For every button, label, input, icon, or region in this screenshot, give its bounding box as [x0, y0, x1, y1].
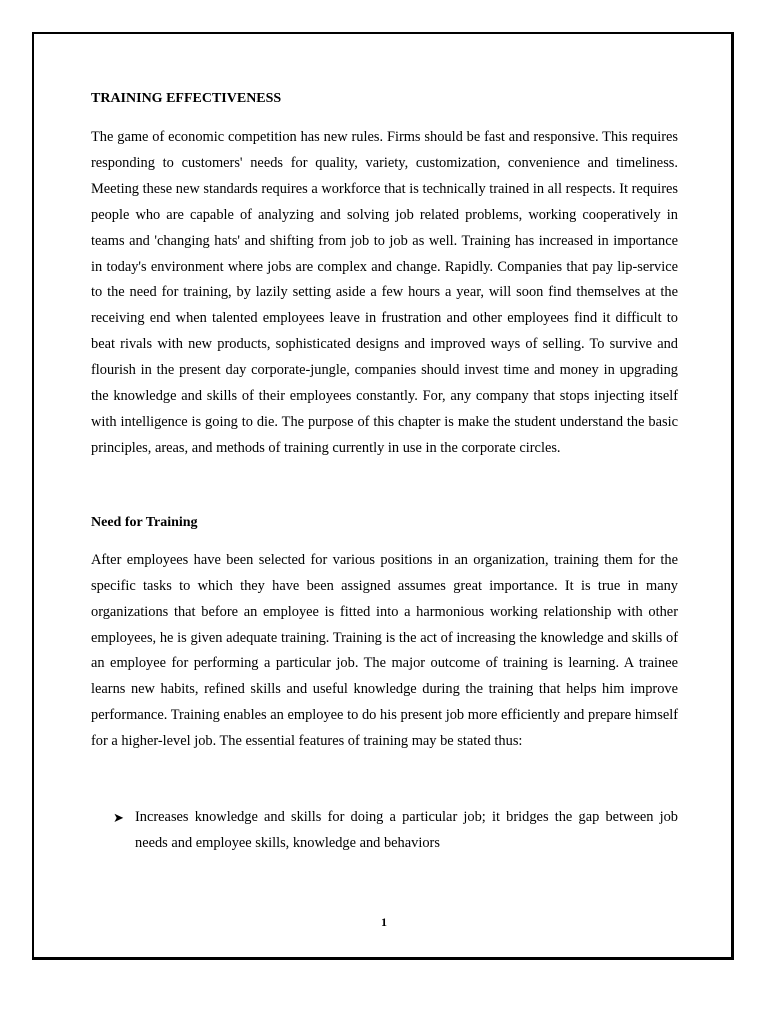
section-title-training-effectiveness: TRAINING EFFECTIVENESS [91, 91, 282, 106]
document-body [91, 86, 678, 857]
paragraph-training-effectiveness: The game of economic competition has new rules. Firms should be fast and responsive. This requires responding to customers' needs for quality, variety, customization, convenience and timeliness. Meeting these new standards requires a workforce that is technically trained in all respects. It requires people who are capable of analyzing and solving job related problems, working cooperatively in teams and 'changing hats' and shifting from job to job as well. Training has increased in importance in today's environment where jobs are complex and change. Rapidly. Companies that pay lip-service to the need for training, by lazily setting aside a few hours a year, will soon find themselves at the receiving end when talented employees leave in frustration and other employees find it difficult to beat rivals with new products, sophisticated designs and improved ways of selling. To survive and flourish in the present day corporate-jungle, companies should invest time and money in upgrading the knowledge and skills of their employees constantly. For, any company that stops injecting itself with intelligence is going to die. The purpose of this chapter is make the student understand the basic principles, areas, and methods of training currently in use in the corporate circles. [91, 129, 678, 456]
paragraph-need-for-training: After employees have been selected for various positions in an organization, training them for the specific tasks to which they have been assigned assumes great importance. It is true in many organizations that before an employee is fitted into a harmonious working relationship with other employees, he is given adequate training. Training is the act of increasing the knowledge and skills of an employee for performing a particular job. The major outcome of training is learning. A trainee learns new habits, refined skills and useful knowledge during the training that helps him improve performance. Training enables an employee to do his present job more efficiently and prepare himself for a higher-level job. The essential features of training may be stated thus: [91, 551, 678, 750]
page-number: 1 [381, 915, 387, 929]
arrowhead-bullet-icon: ➤ [113, 810, 124, 826]
list-item-text: Increases knowledge and skills for doing a particular job; it bridges the gap between job needs and employee skills, knowledge and behaviors [135, 809, 678, 851]
list-item [91, 805, 678, 857]
section-need-for-training [91, 510, 678, 857]
feature-list [91, 805, 678, 857]
section-title-need-for-training: Need for Training [91, 514, 198, 530]
